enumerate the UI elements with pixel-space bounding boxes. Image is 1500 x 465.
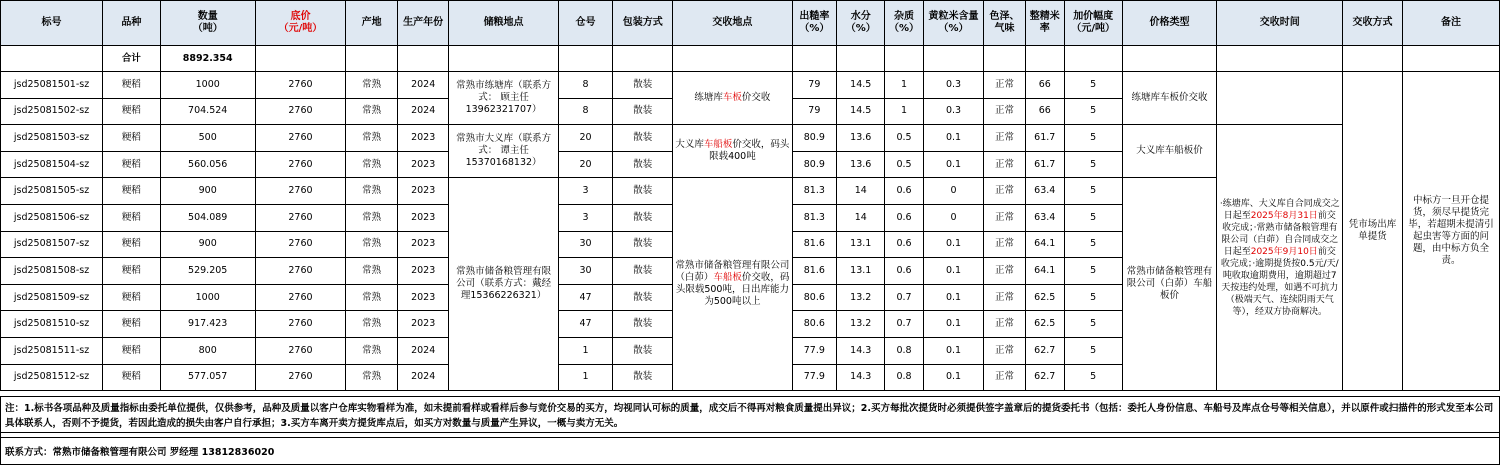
markup: 5	[1064, 204, 1122, 231]
impurity: 0.7	[885, 284, 923, 311]
header-milling-rate: 出糙率 （%）	[792, 1, 836, 46]
total-quantity: 8892.354	[160, 46, 255, 72]
color-odor: 正常	[984, 284, 1025, 311]
color-odor: 正常	[984, 311, 1025, 338]
header-quantity: 数量 （吨）	[160, 1, 255, 46]
color-odor: 正常	[984, 337, 1025, 364]
base-price: 2760	[255, 72, 346, 99]
bin-number: 47	[558, 284, 613, 311]
variety: 粳稻	[103, 151, 161, 178]
markup: 5	[1064, 231, 1122, 258]
lot-number: jsd25081503-sz	[1, 125, 103, 152]
bin-number: 20	[558, 125, 613, 152]
packing: 散装	[613, 72, 673, 99]
quantity: 504.089	[160, 204, 255, 231]
base-price: 2760	[255, 231, 346, 258]
bin-number: 30	[558, 231, 613, 258]
impurity: 0.7	[885, 311, 923, 338]
milling-rate: 81.3	[792, 204, 836, 231]
bin-number: 3	[558, 178, 613, 205]
header-lot-no: 标号	[1, 1, 103, 46]
impurity: 0.8	[885, 337, 923, 364]
quantity: 900	[160, 231, 255, 258]
head-rice-rate: 66	[1025, 72, 1064, 99]
origin: 常熟	[346, 98, 398, 125]
bin-number: 8	[558, 98, 613, 125]
moisture: 14	[837, 204, 885, 231]
moisture: 14.3	[837, 364, 885, 391]
moisture: 13.6	[837, 125, 885, 152]
base-price: 2760	[255, 125, 346, 152]
quantity: 1000	[160, 284, 255, 311]
impurity: 0.5	[885, 151, 923, 178]
quantity: 529.205	[160, 258, 255, 285]
packing: 散装	[613, 284, 673, 311]
year: 2024	[397, 72, 449, 99]
color-odor: 正常	[984, 72, 1025, 99]
moisture: 13.2	[837, 284, 885, 311]
moisture: 13.6	[837, 151, 885, 178]
origin: 常熟	[346, 364, 398, 391]
yellow-grain: 0.1	[923, 151, 984, 178]
quantity: 577.057	[160, 364, 255, 391]
origin: 常熟	[346, 125, 398, 152]
milling-rate: 81.6	[792, 231, 836, 258]
header-delivery: 交收地点	[673, 1, 793, 46]
delivery-location: 常熟市储备粮管理有限公司（白茆）车船板价交收，码头限载500吨，日出库能力为500吨以上	[673, 178, 793, 391]
delivery-location: 大义库车船板价交收，码头限载400吨	[673, 125, 793, 178]
packing: 散装	[613, 231, 673, 258]
lot-number: jsd25081511-sz	[1, 337, 103, 364]
yellow-grain: 0.1	[923, 337, 984, 364]
head-rice-rate: 61.7	[1025, 151, 1064, 178]
moisture: 14	[837, 178, 885, 205]
moisture: 14.5	[837, 98, 885, 125]
delivery-method: 凭市场出库单提货	[1343, 72, 1403, 391]
header-markup: 加价幅度 （元/吨）	[1064, 1, 1122, 46]
bin-number: 1	[558, 364, 613, 391]
header-color: 色泽、 气味	[984, 1, 1025, 46]
origin: 常熟	[346, 337, 398, 364]
yellow-grain: 0	[923, 178, 984, 205]
variety: 粳稻	[103, 204, 161, 231]
head-rice-rate: 64.1	[1025, 231, 1064, 258]
moisture: 13.1	[837, 231, 885, 258]
year: 2023	[397, 311, 449, 338]
bin-number: 1	[558, 337, 613, 364]
year: 2024	[397, 98, 449, 125]
yellow-grain: 0.1	[923, 231, 984, 258]
base-price: 2760	[255, 337, 346, 364]
yellow-grain: 0.1	[923, 364, 984, 391]
packing: 散装	[613, 151, 673, 178]
milling-rate: 80.9	[792, 125, 836, 152]
year: 2023	[397, 151, 449, 178]
year: 2023	[397, 125, 449, 152]
header-moisture: 水分 （%）	[837, 1, 885, 46]
variety: 粳稻	[103, 98, 161, 125]
header-price-type: 价格类型	[1122, 1, 1217, 46]
quantity: 900	[160, 178, 255, 205]
markup: 5	[1064, 98, 1122, 125]
price-type: 练塘库车板价交收	[1122, 72, 1217, 125]
impurity: 1	[885, 72, 923, 99]
packing: 散装	[613, 204, 673, 231]
yellow-grain: 0.1	[923, 284, 984, 311]
impurity: 0.6	[885, 231, 923, 258]
origin: 常熟	[346, 311, 398, 338]
variety: 粳稻	[103, 72, 161, 99]
markup: 5	[1064, 258, 1122, 285]
packing: 散装	[613, 337, 673, 364]
header-base-price: 底价 （元/吨）	[255, 1, 346, 46]
lot-number: jsd25081506-sz	[1, 204, 103, 231]
milling-rate: 77.9	[792, 364, 836, 391]
quantity: 560.056	[160, 151, 255, 178]
lot-number: jsd25081512-sz	[1, 364, 103, 391]
origin: 常熟	[346, 284, 398, 311]
base-price: 2760	[255, 364, 346, 391]
header-head-rice: 整精米 率	[1025, 1, 1064, 46]
variety: 粳稻	[103, 311, 161, 338]
head-rice-rate: 64.1	[1025, 258, 1064, 285]
header-origin: 产地	[346, 1, 398, 46]
delivery-time-spacer	[1217, 72, 1343, 125]
quantity: 500	[160, 125, 255, 152]
yellow-grain: 0.3	[923, 72, 984, 99]
base-price: 2760	[255, 311, 346, 338]
packing: 散装	[613, 178, 673, 205]
base-price: 2760	[255, 284, 346, 311]
markup: 5	[1064, 364, 1122, 391]
head-rice-rate: 63.4	[1025, 204, 1064, 231]
yellow-grain: 0.3	[923, 98, 984, 125]
lot-number: jsd25081510-sz	[1, 311, 103, 338]
packing: 散装	[613, 258, 673, 285]
base-price: 2760	[255, 258, 346, 285]
markup: 5	[1064, 311, 1122, 338]
moisture: 13.2	[837, 311, 885, 338]
lot-number: jsd25081507-sz	[1, 231, 103, 258]
markup: 5	[1064, 337, 1122, 364]
color-odor: 正常	[984, 231, 1025, 258]
header-packing: 包装方式	[613, 1, 673, 46]
year: 2023	[397, 231, 449, 258]
milling-rate: 79	[792, 72, 836, 99]
head-rice-rate: 61.7	[1025, 125, 1064, 152]
year: 2023	[397, 178, 449, 205]
yellow-grain: 0	[923, 204, 984, 231]
head-rice-rate: 66	[1025, 98, 1064, 125]
bin-number: 8	[558, 72, 613, 99]
milling-rate: 81.6	[792, 258, 836, 285]
storage-location: 常熟市储备粮管理有限公司（联系方式：戴经理15366226321）	[449, 178, 558, 391]
delivery-location: 练塘库车板价交收	[673, 72, 793, 125]
lot-number: jsd25081502-sz	[1, 98, 103, 125]
header-impurity: 杂质 （%）	[885, 1, 923, 46]
table-row	[1, 72, 1500, 99]
markup: 5	[1064, 284, 1122, 311]
total-blank	[1, 46, 103, 72]
quantity: 917.423	[160, 311, 255, 338]
origin: 常熟	[346, 204, 398, 231]
header-time: 交收时间	[1217, 1, 1343, 46]
moisture: 13.1	[837, 258, 885, 285]
milling-rate: 79	[792, 98, 836, 125]
packing: 散装	[613, 98, 673, 125]
impurity: 0.6	[885, 178, 923, 205]
origin: 常熟	[346, 258, 398, 285]
bin-number: 47	[558, 311, 613, 338]
year: 2023	[397, 204, 449, 231]
origin: 常熟	[346, 151, 398, 178]
markup: 5	[1064, 125, 1122, 152]
header-remarks: 备注	[1402, 1, 1499, 46]
packing: 散装	[613, 364, 673, 391]
color-odor: 正常	[984, 364, 1025, 391]
lot-number: jsd25081504-sz	[1, 151, 103, 178]
milling-rate: 81.3	[792, 178, 836, 205]
milling-rate: 80.9	[792, 151, 836, 178]
total-label: 合计	[103, 46, 161, 72]
impurity: 0.8	[885, 364, 923, 391]
quantity: 800	[160, 337, 255, 364]
year: 2023	[397, 284, 449, 311]
base-price: 2760	[255, 151, 346, 178]
variety: 粳稻	[103, 231, 161, 258]
price-type: 大义库车船板价	[1122, 125, 1217, 178]
variety: 粳稻	[103, 284, 161, 311]
head-rice-rate: 63.4	[1025, 178, 1064, 205]
year: 2024	[397, 337, 449, 364]
color-odor: 正常	[984, 151, 1025, 178]
bin-number: 30	[558, 258, 613, 285]
origin: 常熟	[346, 231, 398, 258]
base-price: 2760	[255, 204, 346, 231]
variety: 粳稻	[103, 258, 161, 285]
yellow-grain: 0.1	[923, 125, 984, 152]
year: 2024	[397, 364, 449, 391]
base-price: 2760	[255, 98, 346, 125]
base-price: 2760	[255, 178, 346, 205]
variety: 粳稻	[103, 125, 161, 152]
head-rice-rate: 62.5	[1025, 311, 1064, 338]
total-row	[1, 46, 1500, 72]
header-method: 交收方式	[1343, 1, 1403, 46]
lot-number: jsd25081508-sz	[1, 258, 103, 285]
markup: 5	[1064, 151, 1122, 178]
storage-location: 常熟市大义库（联系方式： 谭主任15370168132）	[449, 125, 558, 178]
lot-number: jsd25081509-sz	[1, 284, 103, 311]
head-rice-rate: 62.5	[1025, 284, 1064, 311]
bin-number: 3	[558, 204, 613, 231]
packing: 散装	[613, 125, 673, 152]
color-odor: 正常	[984, 178, 1025, 205]
impurity: 0.6	[885, 204, 923, 231]
markup: 5	[1064, 72, 1122, 99]
header-row	[1, 1, 1500, 46]
milling-rate: 77.9	[792, 337, 836, 364]
variety: 粳稻	[103, 178, 161, 205]
storage-location: 常熟市练塘库（联系方式： 顾主任13962321707）	[449, 72, 558, 125]
head-rice-rate: 62.7	[1025, 337, 1064, 364]
table-row	[1, 125, 1500, 152]
impurity: 1	[885, 98, 923, 125]
moisture: 14.5	[837, 72, 885, 99]
impurity: 0.6	[885, 258, 923, 285]
delivery-time: ·练塘库、大义库自合同成交之日起至2025年8月31日前交收完成；·常熟市储备粮管理有限公司（白茆）自合同成交之日起至2025年9月10日前交收完成；·逾期提货按0.5元/天/吨收取逾期费用，逾期超过7天按违约处理，如遇不可抗力（极端天气、连续阴雨天气等），经双方协商解决。	[1217, 125, 1343, 391]
contact-line: 联系方式：常熟市储备粮管理有限公司 罗经理 13812836020	[0, 437, 1500, 465]
year: 2023	[397, 258, 449, 285]
header-storage: 储粮地点	[449, 1, 558, 46]
color-odor: 正常	[984, 125, 1025, 152]
lot-number: jsd25081505-sz	[1, 178, 103, 205]
quantity: 1000	[160, 72, 255, 99]
origin: 常熟	[346, 72, 398, 99]
quantity: 704.524	[160, 98, 255, 125]
moisture: 14.3	[837, 337, 885, 364]
markup: 5	[1064, 178, 1122, 205]
footnote: 注：1.标书各项品种及质量指标由委托单位提供，仅供参考，品种及质量以客户仓库实物看样为准，如未提前看样或看样后参与竞价交易的买方，均视同认可标的质量，成交后不得再对粮食质量提出异议；2.买方每批次提货时必须提供签字盖章后的提货委托书（包括：委托人身份信息、车船号及库点仓号等相关信息），并以原件或扫描件的形式发至本公司具体联系人，否则不予提货，若因此造成的损失由客户自行承担；3.买方车离开卖方提货库点后，如买方对数量与质量产生异议，一概与卖方无关。	[0, 396, 1500, 433]
lot-number: jsd25081501-sz	[1, 72, 103, 99]
header-yellow: 黄粒米含量 （%）	[923, 1, 984, 46]
color-odor: 正常	[984, 258, 1025, 285]
price-type: 常熟市储备粮管理有限公司（白茆）车船板价	[1122, 178, 1217, 391]
yellow-grain: 0.1	[923, 311, 984, 338]
head-rice-rate: 62.7	[1025, 364, 1064, 391]
header-year: 生产年份	[397, 1, 449, 46]
milling-rate: 80.6	[792, 284, 836, 311]
origin: 常熟	[346, 178, 398, 205]
bin-number: 20	[558, 151, 613, 178]
header-variety: 品种	[103, 1, 161, 46]
remarks: 中标方一旦开仓提货，须尽早提货完毕，若超期未提清引起虫害等方面的问题，由中标方负全责。	[1402, 72, 1499, 391]
milling-rate: 80.6	[792, 311, 836, 338]
packing: 散装	[613, 311, 673, 338]
variety: 粳稻	[103, 337, 161, 364]
color-odor: 正常	[984, 98, 1025, 125]
impurity: 0.5	[885, 125, 923, 152]
variety: 粳稻	[103, 364, 161, 391]
color-odor: 正常	[984, 204, 1025, 231]
yellow-grain: 0.1	[923, 258, 984, 285]
header-bin: 仓号	[558, 1, 613, 46]
